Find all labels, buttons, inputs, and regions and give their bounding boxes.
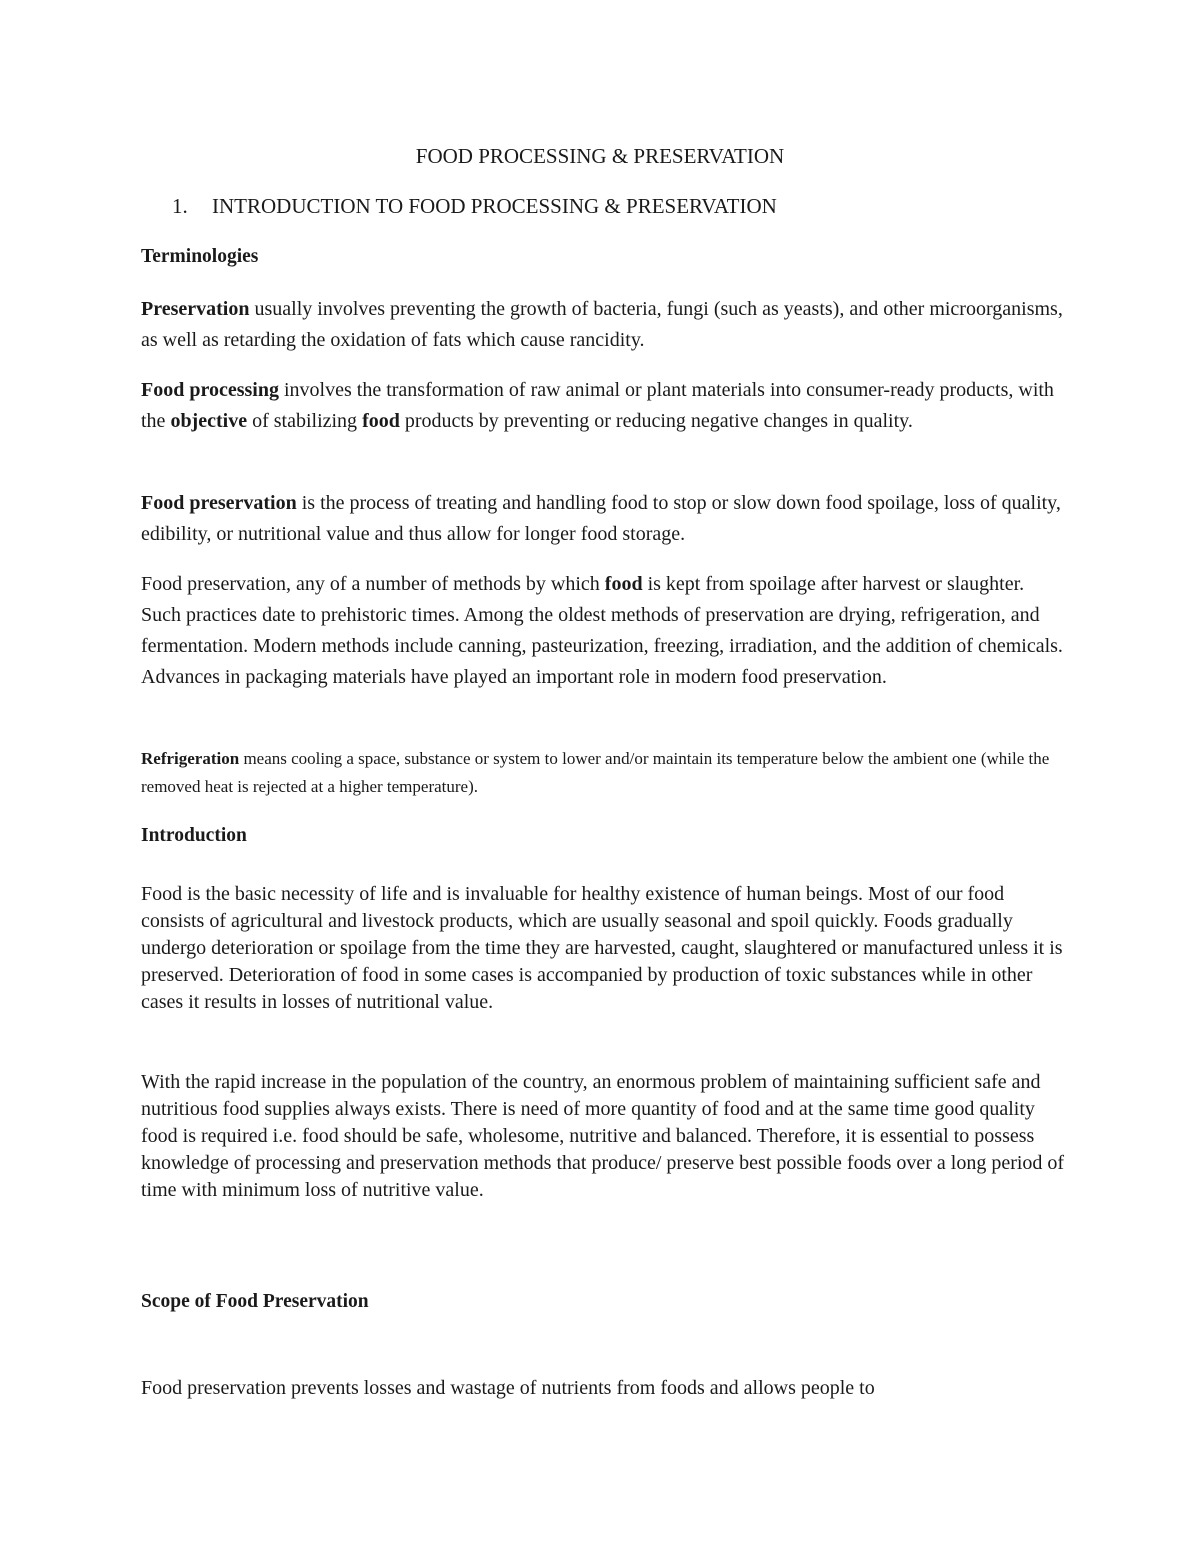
section-number: 1. [172,194,188,218]
food-processing-text: products by preventing or reducing negative changes in quality. [399,410,913,432]
preservation-definition [141,294,1066,356]
document-title: FOOD PROCESSING & PRESERVATION [415,144,785,168]
introduction-paragraph: Food is the basic necessity of life and is invaluable for healthy existence of human beings. Most of our food consists of agricultural and livestock products, which are usually seasonal and spoil quickly. Foods gradually undergo deterioration or spoilage from the time they are harvested, caught, slaughtered or manufactured unless it is preserved. Deterioration of food in some cases is accompanied by production of toxic substances while in other cases it results in losses of nutritional value. [141,883,1063,1013]
food-preservation-term: Food preservation [141,492,297,514]
introduction-paragraph: With the rapid increase in the population of the country, an enormous problem of maintaining sufficient safe and nutritious food supplies always exists. There is need of more quantity of food and at the same time good quality food is required i.e. food should be safe, wholesome, nutritive and balanced. Therefore, it is essential to possess knowledge of processing and preservation methods that produce/ preserve best possible foods over a long period of time with minimum loss of nutritive value. [141,1071,1065,1201]
objective-term: objective [170,410,248,432]
section-title: INTRODUCTION TO FOOD PROCESSING & PRESERVATION [212,194,777,218]
food-processing-text: of stabilizing [247,410,363,432]
refrigeration-term: Refrigeration [141,749,240,768]
terminologies-heading: Terminologies [141,246,259,267]
food-processing-definition [141,375,1066,437]
food-term: food [362,410,400,432]
preservation-term: Preservation [141,298,250,320]
food-preservation-definition [141,488,1066,550]
food-preservation-text: is the process of treating and handling food to stop or slow down food spoilage, loss of quality, edibility, or nutritional value and thus allow for longer food storage. [141,492,1061,545]
food-term: food [604,573,643,595]
food-processing-text: involves the transformation of raw animal or plant materials into consumer-ready products, with the [141,379,1054,432]
scope-heading: Scope of Food Preservation [141,1291,369,1312]
food-processing-term: Food processing [141,379,279,401]
preservation-text: usually involves preventing the growth of bacteria, fungi (such as yeasts), and other microorganisms, as well as retarding the oxidation of fats which cause rancidity. [141,298,1063,351]
food-preservation-methods [141,569,1066,693]
section-heading [172,194,1097,218]
refrigeration-definition [141,745,1066,801]
methods-text: is kept from spoilage after harvest or slaughter. Such practices date to prehistoric times. Among the oldest methods of preservation are drying, refrigeration, and fermentation. Modern methods include canning, pasteurization, freezing, irradiation, and the addition of chemicals. Advances in packaging materials have played an important role in modern food preservation. [141,573,1063,688]
refrigeration-text: means cooling a space, substance or system to lower and/or maintain its temperature below the ambient one (while the removed heat is rejected at a higher temperature). [141,749,1050,796]
scope-paragraph: Food preservation prevents losses and wastage of nutrients from foods and allows people to [141,1377,875,1399]
methods-text: Food preservation, any of a number of methods by which [141,573,605,595]
introduction-heading: Introduction [141,825,247,846]
